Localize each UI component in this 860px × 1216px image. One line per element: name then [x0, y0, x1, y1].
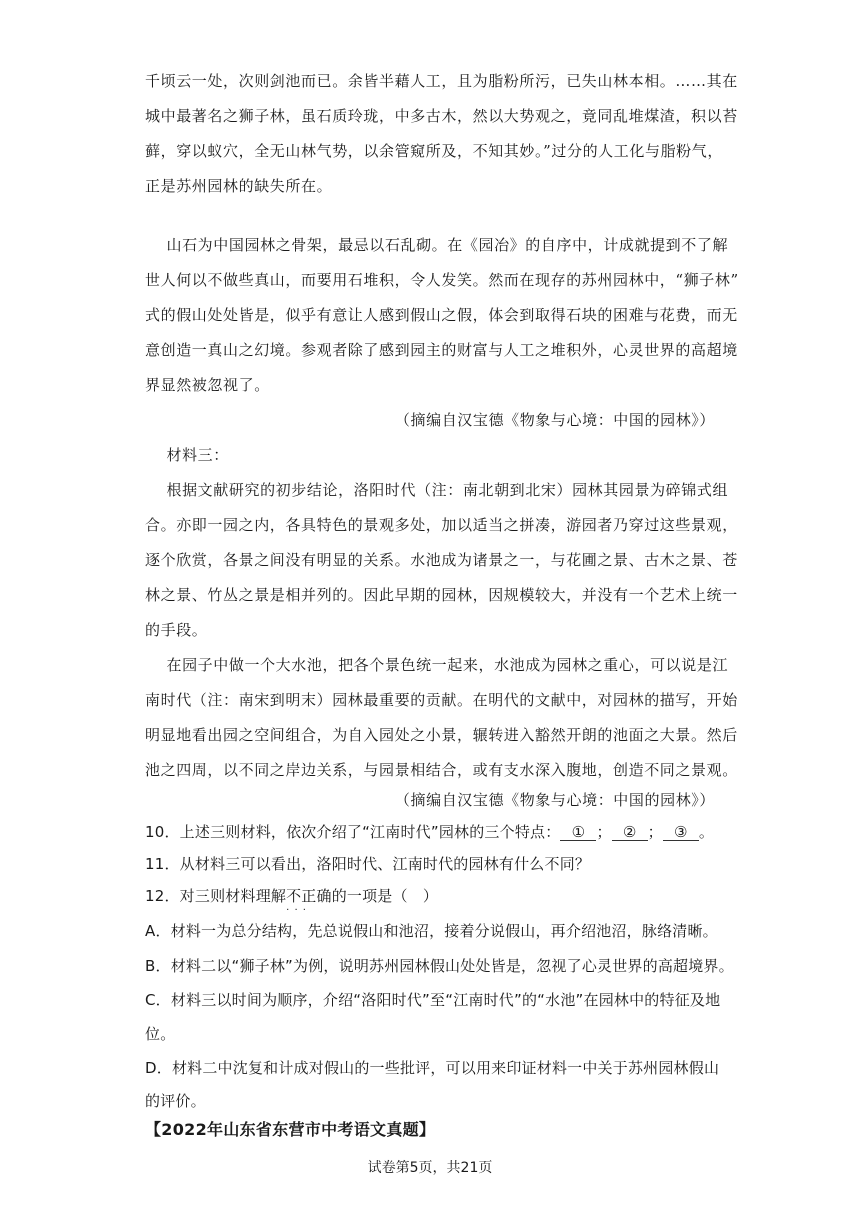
- question-12: [145, 886, 715, 906]
- text-line: 南时代（注：南宋到明末）园林最重要的贡献。在明代的文献中，对园林的描写，开始: [145, 691, 738, 709]
- option-d-continued: 的评价。: [145, 1092, 206, 1110]
- separator: ；: [596, 823, 612, 841]
- question-text: 12．对三则材料理解: [145, 887, 287, 905]
- text-line: 林之景、竹丛之景是相并列的。因此早期的园林，因规模较大，并没有一个艺术上统一: [145, 586, 738, 604]
- text-line: 界显然被忽视了。: [145, 376, 270, 394]
- option-b[interactable]: B．材料二以“狮子林”为例，说明苏州园林假山处处皆是，忽视了心灵世界的高超境界。: [145, 957, 734, 975]
- text-line: 世人何以不做些真山，而要用石堆积，令人发笑。然而在现存的苏州园林中，“狮子林”: [145, 271, 739, 289]
- text-line: 藓，穿以蚁穴，全无山林气势，以余管窥所及，不知其妙。”过分的人工化与脂粉气，: [145, 142, 723, 160]
- source-citation: （摘编自汉宝德《物象与心境：中国的园林》）: [394, 791, 715, 809]
- question-text: 的一项是（ ）: [331, 887, 439, 905]
- text-line: 的手段。: [145, 621, 208, 639]
- option-d[interactable]: D．材料二中沈复和计成对假山的一些批评，可以用来印证材料一中关于苏州园林假山: [145, 1059, 720, 1077]
- text-line: 正是苏州园林的缺失所在。: [145, 177, 333, 195]
- text-line: 在园子中做一个大水池，把各个景色统一起来，水池成为园林之重心，可以说是江: [145, 656, 729, 674]
- answer-blank-3[interactable]: ③: [663, 824, 699, 841]
- answer-blank-2[interactable]: ②: [612, 824, 648, 841]
- text-line: 千顷云一处，次则剑池而已。余皆半藉人工，且为脂粉所污，已失山林本相。……其在: [145, 72, 738, 90]
- text-line: 城中最著名之狮子林，虽石质玲珑，中多古木，然以大势观之，竟同乱堆煤渣，积以苔: [145, 107, 738, 125]
- text-line: 式的假山处处皆是，似乎有意让人感到假山之假，体会到取得石块的困难与花费，而无: [145, 306, 738, 324]
- text-line: 明显地看出园之空间组合，为自入园处之小景，辗转进入豁然开朗的池面之大景。然后: [145, 726, 738, 744]
- question-10: [145, 822, 715, 842]
- period: 。: [698, 823, 715, 841]
- text-line: 根据文献研究的初步结论，洛阳时代（注：南北朝到北宋）园林其园景为碎锦式组: [145, 481, 729, 499]
- separator: ；: [647, 823, 663, 841]
- text-line: 意创造一真山之幻境。参观者除了感到园主的财富与人工之堆积外，心灵世界的高超境: [145, 341, 738, 359]
- source-citation: （摘编自汉宝德《物象与心境：中国的园林》）: [394, 411, 715, 429]
- text-line: 逐个欣赏，各景之间没有明显的关系。水池成为诸景之一，与花圃之景、古木之景、苍: [145, 551, 738, 569]
- text-line: 山石为中国园林之骨架，最忌以石乱砌。在《园冶》的自序中，计成就提到不了解: [145, 236, 729, 254]
- option-c[interactable]: C．材料三以时间为顺序，介绍“洛阳时代”至“江南时代”的“水池”在园林中的特征及地: [145, 991, 721, 1009]
- question-11: 11．从材料三可以看出，洛阳时代、江南时代的园林有什么不同？: [145, 855, 591, 873]
- text-line: 合。亦即一园之内，各具特色的景观多处，加以适当之拼凑，游园者乃穿过这些景观，: [145, 516, 738, 534]
- question-text: 10．上述三则材料，依次介绍了“江南时代”园林的三个特点：: [145, 823, 561, 841]
- answer-blank-1[interactable]: ①: [560, 824, 596, 841]
- section-heading: 【2022年山东省东营市中考语文真题】: [145, 1120, 436, 1139]
- text-line: 池之四周，以不同之岸边关系，与园景相结合，或有支水深入腹地，创造不同之景观。: [145, 761, 738, 779]
- option-a[interactable]: A．材料一为总分结构，先总说假山和池沼，接着分说假山，再介绍池沼，脉络清晰。: [145, 922, 718, 940]
- page-footer: 试卷第5页，共21页: [367, 1160, 493, 1176]
- emphasis-text: 不正确 · · ·: [286, 887, 332, 905]
- option-c-continued: 位。: [145, 1025, 176, 1043]
- material-title: 材料三：: [145, 446, 229, 464]
